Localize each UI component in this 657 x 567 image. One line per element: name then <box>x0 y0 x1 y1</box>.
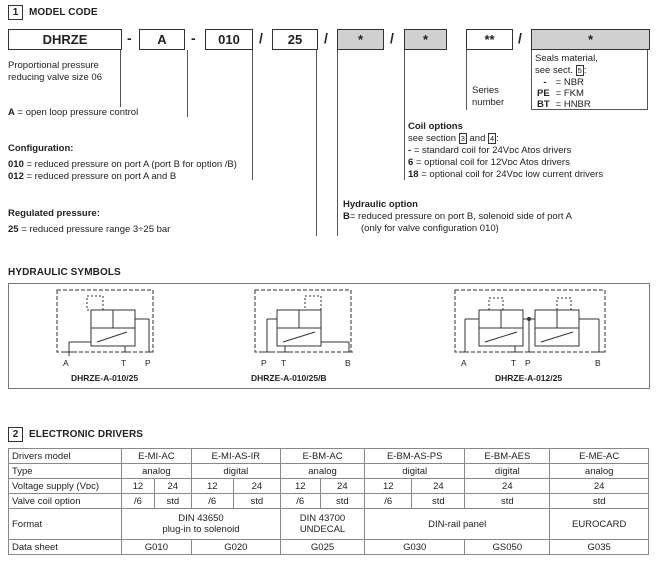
coil-text-std: = standard coil for 24Vᴅᴄ Atos drivers <box>413 145 572 156</box>
coil-key-6: 6 <box>408 157 414 168</box>
voltage-cell: 24 <box>233 479 280 494</box>
format-line: DIN 43700 <box>299 513 346 524</box>
datasheet-link[interactable]: G035 <box>550 540 649 555</box>
seals-text-fkm: = FKM <box>555 88 584 99</box>
coil-cell: std <box>550 494 649 509</box>
leader-line <box>120 50 121 107</box>
model-description-line2: reducing valve size 06 <box>8 72 102 83</box>
section-number-1: 1 <box>8 5 23 20</box>
row-label: Format <box>9 509 122 540</box>
voltage-cell: 24 <box>550 479 649 494</box>
format-cell <box>122 509 281 540</box>
coil-see-section3: 3 <box>460 134 465 143</box>
coil-cell: std <box>154 494 191 509</box>
leader-line <box>252 50 253 180</box>
coil-see-post: : <box>496 133 499 144</box>
port-label: P <box>145 358 151 368</box>
seals-key-hnbr: BT <box>537 99 550 110</box>
control-key: A <box>8 107 15 118</box>
section-title-electronic-drivers: ELECTRONIC DRIVERS <box>29 429 144 440</box>
driver-model: E-BM-AES <box>465 449 550 464</box>
leader-line <box>337 50 338 236</box>
port-label: B <box>345 358 351 368</box>
separator: / <box>390 30 394 46</box>
driver-model: E-BM-AC <box>280 449 364 464</box>
row-label: Voltage supply (Vᴅᴄ) <box>9 479 122 494</box>
hydraulic-symbols-title: HYDRAULIC SYMBOLS <box>8 267 121 278</box>
format-line: UNDECAL <box>299 524 346 535</box>
code-box-coil-option: * <box>404 29 447 50</box>
code-box-seals: * <box>531 29 650 50</box>
control-description <box>8 107 138 119</box>
config-key-010: 010 <box>8 159 24 170</box>
table-row <box>9 540 649 555</box>
voltage-cell: 12 <box>365 479 412 494</box>
port-label: A <box>63 358 69 368</box>
coil-option-6 <box>408 157 570 169</box>
seals-see-pre: see sect. <box>535 65 576 76</box>
datasheet-link[interactable]: G030 <box>365 540 465 555</box>
regulated-pressure-25 <box>8 224 170 236</box>
seals-key-nbr: - <box>543 77 547 88</box>
table-row <box>9 494 649 509</box>
series-label-line1: Series <box>472 85 499 96</box>
model-description-line1: Proportional pressure <box>8 60 99 71</box>
seals-text-hnbr: = HNBR <box>555 99 591 110</box>
separator: / <box>324 30 328 46</box>
coil-key-std: - <box>408 145 414 156</box>
hydraulic-key-b: B <box>343 211 350 222</box>
coil-cell: /6 <box>365 494 412 509</box>
coil-see-section4: 4 <box>490 134 495 143</box>
config-text-010: = reduced pressure on port A (port B for option /B) <box>23 159 237 170</box>
port-label: B <box>595 358 601 368</box>
leader-line <box>404 50 405 180</box>
code-box-configuration: 010 <box>205 29 253 50</box>
driver-type: analog <box>122 464 192 479</box>
separator: / <box>518 30 522 46</box>
hydraulic-option-heading: Hydraulic option <box>343 199 418 210</box>
symbol-label-010: DHRZE-A-010/25 <box>71 373 139 383</box>
section-number-2: 2 <box>8 427 23 442</box>
configuration-012 <box>8 171 176 183</box>
port-label: T <box>281 358 287 368</box>
coil-options-see <box>408 133 499 145</box>
datasheet-link[interactable]: G025 <box>280 540 364 555</box>
section-title-model-code: MODEL CODE <box>29 7 98 18</box>
seals-see-section5: 5 <box>577 66 582 75</box>
voltage-cell: 12 <box>280 479 320 494</box>
format-cell: DIN-rail panel <box>365 509 550 540</box>
control-text: = open loop pressure control <box>14 107 139 118</box>
voltage-cell: 12 <box>122 479 155 494</box>
table-row <box>9 479 649 494</box>
hydraulic-option-b <box>343 211 572 223</box>
series-label-line2: number <box>472 97 505 108</box>
voltage-cell: 24 <box>154 479 191 494</box>
pressure-text: = reduced pressure range 3÷25 bar <box>18 224 171 235</box>
row-label: Data sheet <box>9 540 122 555</box>
code-box-series: ** <box>466 29 513 50</box>
code-box-model: DHRZE <box>8 29 122 50</box>
symbol-010-b <box>255 290 353 352</box>
port-label: T <box>511 358 517 368</box>
coil-cell: /6 <box>122 494 155 509</box>
pressure-key: 25 <box>8 224 19 235</box>
coil-see-pre: see section <box>408 133 459 144</box>
table-row <box>9 464 649 479</box>
format-cell: EUROCARD <box>550 509 649 540</box>
coil-cell: std <box>412 494 465 509</box>
configuration-heading: Configuration: <box>8 143 74 154</box>
coil-options-heading: Coil options <box>408 121 463 132</box>
voltage-cell: 24 <box>465 479 550 494</box>
datasheet-link[interactable]: G010 <box>122 540 192 555</box>
configuration-010 <box>8 159 237 171</box>
port-label: T <box>121 358 127 368</box>
driver-type: digital <box>465 464 550 479</box>
code-box-hydraulic-option: * <box>337 29 384 50</box>
code-box-pressure: 25 <box>272 29 318 50</box>
row-label: Type <box>9 464 122 479</box>
coil-text-18: = optional coil for 24Vᴅᴄ low current drivers <box>418 169 604 180</box>
voltage-cell: 12 <box>191 479 233 494</box>
seals-text-nbr: = NBR <box>555 77 584 88</box>
datasheet-link[interactable]: G020 <box>191 540 280 555</box>
datasheet-link[interactable]: GS050 <box>465 540 550 555</box>
driver-model: E-MI-AC <box>122 449 192 464</box>
config-text-012: = reduced pressure on port A and B <box>23 171 177 182</box>
driver-type: digital <box>191 464 280 479</box>
driver-type: analog <box>550 464 649 479</box>
row-label: Drivers model <box>9 449 122 464</box>
port-label: P <box>261 358 267 368</box>
coil-cell: std <box>320 494 365 509</box>
coil-key-18: 18 <box>408 169 419 180</box>
format-line: plug-in to solenoid <box>162 524 240 535</box>
separator: / <box>259 30 263 46</box>
regulated-pressure-heading: Regulated pressure: <box>8 208 100 219</box>
coil-see-mid: and <box>466 133 489 144</box>
symbol-012 <box>455 290 605 352</box>
leader-line <box>316 50 317 236</box>
driver-model: E-BM-AS-PS <box>365 449 465 464</box>
seals-hnbr <box>537 99 591 111</box>
format-line: DIN 43650 <box>178 513 224 524</box>
hydraulic-text-b: = reduced pressure on port B, solenoid side of port A <box>349 211 572 222</box>
driver-model: E-ME-AC <box>550 449 649 464</box>
seals-line1: Seals material, <box>535 53 598 64</box>
coil-cell: std <box>233 494 280 509</box>
port-label: P <box>525 358 531 368</box>
port-label: A <box>461 358 467 368</box>
leader-line <box>187 50 188 117</box>
driver-type: analog <box>280 464 364 479</box>
coil-text-6: = optional coil for 12Vᴅᴄ Atos drivers <box>413 157 570 168</box>
code-box-control: A <box>139 29 185 50</box>
voltage-cell: 24 <box>412 479 465 494</box>
leader-line <box>466 50 467 110</box>
voltage-cell: 24 <box>320 479 365 494</box>
coil-cell: /6 <box>280 494 320 509</box>
seals-see-post: : <box>583 65 587 76</box>
symbol-label-012: DHRZE-A-012/25 <box>495 373 563 383</box>
symbol-010 <box>57 290 153 356</box>
driver-type: digital <box>365 464 465 479</box>
coil-option-18 <box>408 169 603 181</box>
seals-key-fkm: PE <box>537 88 550 99</box>
coil-cell: std <box>465 494 550 509</box>
driver-model: E-MI-AS-IR <box>191 449 280 464</box>
row-label: Valve coil option <box>9 494 122 509</box>
table-row <box>9 449 649 464</box>
table-row <box>9 509 649 540</box>
hydraulic-option-note: (only for valve configuration 010) <box>361 223 499 234</box>
format-cell <box>280 509 364 540</box>
config-key-012: 012 <box>8 171 24 182</box>
symbol-label-010-b: DHRZE-A-010/25/B <box>251 373 327 383</box>
hydraulic-symbols-panel <box>8 283 650 389</box>
separator: - <box>127 30 132 46</box>
drivers-table <box>8 448 649 555</box>
coil-cell: /6 <box>191 494 233 509</box>
seals-line2 <box>535 65 586 77</box>
separator: - <box>191 30 196 46</box>
coil-option-std <box>408 145 571 157</box>
